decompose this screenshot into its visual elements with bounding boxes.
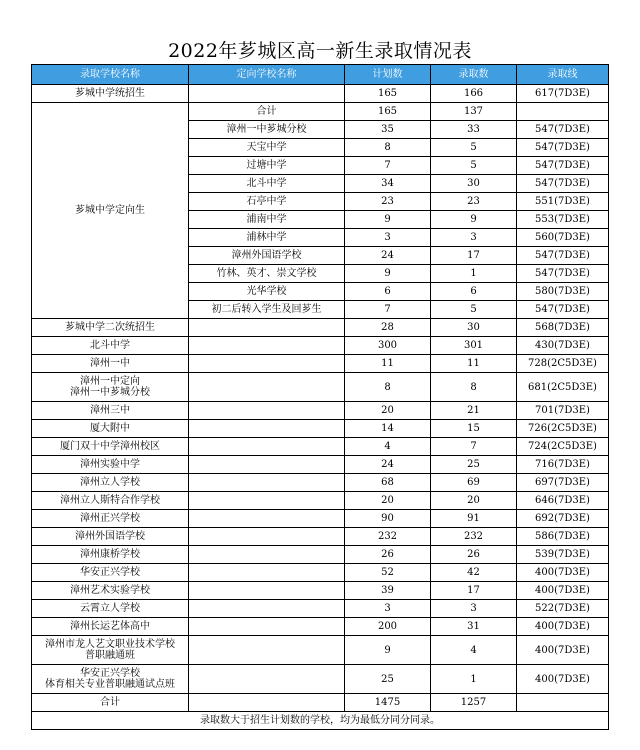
cell-target	[189, 438, 345, 456]
cell-plan: 6	[345, 283, 431, 301]
table-row	[32, 319, 609, 337]
cell-line: 568(7D3E)	[517, 319, 609, 337]
cell-plan: 165	[345, 103, 431, 121]
cell-admit: 8	[431, 373, 517, 402]
cell-target	[189, 402, 345, 420]
header-line: 录取线	[517, 65, 609, 85]
table-row	[32, 582, 609, 600]
cell-admit: 7	[431, 438, 517, 456]
cell-admit: 1	[431, 265, 517, 283]
cell-plan: 20	[345, 402, 431, 420]
cell-target: 光华学校	[189, 283, 345, 301]
cell-admit: 4	[431, 636, 517, 665]
table-row	[32, 564, 609, 582]
cell-admit: 23	[431, 193, 517, 211]
cell-admit: 166	[431, 85, 517, 103]
cell-plan: 39	[345, 582, 431, 600]
cell-target: 过塘中学	[189, 157, 345, 175]
cell-admit: 15	[431, 420, 517, 438]
table-row	[32, 355, 609, 373]
cell-school-line2: 体育相关专业普职融通试点班	[45, 679, 175, 690]
cell-school-line2: 漳州一中芗城分校	[70, 387, 150, 398]
cell-school-line1: 漳州一中定向	[80, 376, 140, 387]
cell-plan: 25	[345, 665, 431, 694]
table-row	[32, 528, 609, 546]
cell-school	[32, 665, 189, 694]
cell-target: 漳州外国语学校	[189, 247, 345, 265]
cell-admit: 301	[431, 337, 517, 355]
cell-admit: 20	[431, 492, 517, 510]
cell-line: 697(7D3E)	[517, 474, 609, 492]
cell-plan: 20	[345, 492, 431, 510]
admission-table	[31, 64, 609, 730]
cell-line: 539(7D3E)	[517, 546, 609, 564]
cell-line: 400(7D3E)	[517, 665, 609, 694]
cell-line: 553(7D3E)	[517, 211, 609, 229]
cell-target	[189, 319, 345, 337]
cell-plan: 26	[345, 546, 431, 564]
header-school: 录取学校名称	[32, 65, 189, 85]
cell-line: 547(7D3E)	[517, 157, 609, 175]
cell-school: 厦大附中	[32, 420, 189, 438]
cell-line: 547(7D3E)	[517, 121, 609, 139]
table-row	[32, 337, 609, 355]
cell-plan: 7	[345, 301, 431, 319]
cell-school	[32, 373, 189, 402]
cell-target	[189, 474, 345, 492]
total-plan: 1475	[345, 694, 431, 712]
cell-target	[189, 665, 345, 694]
total-row	[32, 694, 609, 712]
cell-plan: 68	[345, 474, 431, 492]
cell-plan: 52	[345, 564, 431, 582]
cell-line: 586(7D3E)	[517, 528, 609, 546]
cell-line: 551(7D3E)	[517, 193, 609, 211]
cell-line: 701(7D3E)	[517, 402, 609, 420]
cell-target: 浦南中学	[189, 211, 345, 229]
cell-target	[189, 337, 345, 355]
cell-school: 漳州外国语学校	[32, 528, 189, 546]
cell-plan: 24	[345, 456, 431, 474]
cell-admit: 30	[431, 319, 517, 337]
table-row	[32, 546, 609, 564]
cell-school: 北斗中学	[32, 337, 189, 355]
cell-line: 547(7D3E)	[517, 247, 609, 265]
page-title: 2022年芗城区高一新生录取情况表	[168, 40, 472, 62]
cell-line: 400(7D3E)	[517, 618, 609, 636]
cell-admit: 6	[431, 283, 517, 301]
cell-target: 漳州一中芗城分校	[189, 121, 345, 139]
note-text: 录取数大于招生计划数的学校，均为最低分同分同录。	[32, 712, 609, 730]
cell-school: 华安正兴学校	[32, 564, 189, 582]
cell-line: 724(2C5D3E)	[517, 438, 609, 456]
cell-target	[189, 373, 345, 402]
cell-line: 547(7D3E)	[517, 265, 609, 283]
cell-line: 726(2C5D3E)	[517, 420, 609, 438]
cell-target: 浦林中学	[189, 229, 345, 247]
cell-line: 728(2C5D3E)	[517, 355, 609, 373]
cell-school: 云霄立人学校	[32, 600, 189, 618]
cell-line: 522(7D3E)	[517, 600, 609, 618]
cell-target	[189, 636, 345, 665]
total-line	[517, 694, 609, 712]
cell-school: 漳州康桥学校	[32, 546, 189, 564]
table-row	[32, 402, 609, 420]
total-admit: 1257	[431, 694, 517, 712]
cell-plan: 8	[345, 373, 431, 402]
cell-line: 400(7D3E)	[517, 564, 609, 582]
cell-admit: 3	[431, 600, 517, 618]
cell-admit: 9	[431, 211, 517, 229]
cell-target	[189, 600, 345, 618]
table-row	[32, 373, 609, 402]
cell-school-line2: 普职融通班	[85, 650, 135, 661]
cell-admit: 3	[431, 229, 517, 247]
cell-admit: 17	[431, 582, 517, 600]
cell-plan: 9	[345, 636, 431, 665]
cell-line: 560(7D3E)	[517, 229, 609, 247]
table-row	[32, 474, 609, 492]
cell-plan: 35	[345, 121, 431, 139]
cell-target	[189, 582, 345, 600]
cell-admit: 1	[431, 665, 517, 694]
cell-admit: 42	[431, 564, 517, 582]
cell-plan: 232	[345, 528, 431, 546]
cell-line	[517, 103, 609, 121]
cell-line: 692(7D3E)	[517, 510, 609, 528]
cell-plan: 165	[345, 85, 431, 103]
table-row	[32, 420, 609, 438]
cell-line: 430(7D3E)	[517, 337, 609, 355]
cell-line: 547(7D3E)	[517, 301, 609, 319]
cell-line: 646(7D3E)	[517, 492, 609, 510]
cell-plan: 200	[345, 618, 431, 636]
cell-admit: 17	[431, 247, 517, 265]
cell-admit: 5	[431, 139, 517, 157]
cell-school: 芗城中学统招生	[32, 85, 189, 103]
cell-target	[189, 564, 345, 582]
cell-target: 石亭中学	[189, 193, 345, 211]
cell-school: 芗城中学二次统招生	[32, 319, 189, 337]
header-target-school: 定向学校名称	[189, 65, 345, 85]
cell-school: 漳州立人斯特合作学校	[32, 492, 189, 510]
cell-school: 漳州一中	[32, 355, 189, 373]
cell-plan: 28	[345, 319, 431, 337]
cell-school	[32, 636, 189, 665]
table-row	[32, 492, 609, 510]
cell-plan: 8	[345, 139, 431, 157]
cell-admit: 11	[431, 355, 517, 373]
cell-target	[189, 355, 345, 373]
cell-admit: 69	[431, 474, 517, 492]
cell-plan: 3	[345, 600, 431, 618]
cell-plan: 7	[345, 157, 431, 175]
cell-school: 漳州长运艺体高中	[32, 618, 189, 636]
cell-school: 漳州艺术实验学校	[32, 582, 189, 600]
cell-target: 合计	[189, 103, 345, 121]
cell-admit: 25	[431, 456, 517, 474]
cell-plan: 3	[345, 229, 431, 247]
cell-school: 漳州实验中学	[32, 456, 189, 474]
cell-plan: 24	[345, 247, 431, 265]
table-row	[32, 636, 609, 665]
table-row	[32, 665, 609, 694]
cell-school: 漳州正兴学校	[32, 510, 189, 528]
table-header-row	[32, 65, 609, 85]
table-row	[32, 600, 609, 618]
cell-admit: 21	[431, 402, 517, 420]
cell-line: 716(7D3E)	[517, 456, 609, 474]
header-plan: 计划数	[345, 65, 431, 85]
cell-plan: 9	[345, 265, 431, 283]
cell-school: 厦门双十中学漳州校区	[32, 438, 189, 456]
cell-admit: 26	[431, 546, 517, 564]
table-row	[32, 510, 609, 528]
table-row	[32, 618, 609, 636]
cell-admit: 33	[431, 121, 517, 139]
table-row	[32, 438, 609, 456]
cell-plan: 11	[345, 355, 431, 373]
table-row	[32, 456, 609, 474]
cell-line: 580(7D3E)	[517, 283, 609, 301]
table-row	[32, 103, 609, 121]
cell-school-merged: 芗城中学定向生	[32, 103, 189, 319]
cell-plan: 90	[345, 510, 431, 528]
cell-line: 681(2C5D3E)	[517, 373, 609, 402]
cell-admit: 31	[431, 618, 517, 636]
cell-target	[189, 528, 345, 546]
total-label: 合计	[32, 694, 189, 712]
cell-target: 竹林、英才、崇文学校	[189, 265, 345, 283]
table-row	[32, 85, 609, 103]
total-empty	[189, 694, 345, 712]
cell-target	[189, 456, 345, 474]
cell-admit: 30	[431, 175, 517, 193]
cell-target: 北斗中学	[189, 175, 345, 193]
cell-target	[189, 510, 345, 528]
cell-line: 547(7D3E)	[517, 175, 609, 193]
cell-line: 617(7D3E)	[517, 85, 609, 103]
cell-target	[189, 492, 345, 510]
cell-target	[189, 618, 345, 636]
cell-target	[189, 85, 345, 103]
cell-school: 漳州三中	[32, 402, 189, 420]
cell-school-line1: 漳州市龙人艺文职业技术学校	[45, 639, 175, 650]
note-row	[32, 712, 609, 730]
cell-line: 547(7D3E)	[517, 139, 609, 157]
cell-target: 天宝中学	[189, 139, 345, 157]
cell-admit: 5	[431, 301, 517, 319]
cell-plan: 23	[345, 193, 431, 211]
cell-admit: 232	[431, 528, 517, 546]
cell-plan: 300	[345, 337, 431, 355]
cell-admit: 137	[431, 103, 517, 121]
cell-plan: 4	[345, 438, 431, 456]
cell-target	[189, 546, 345, 564]
cell-school: 漳州立人学校	[32, 474, 189, 492]
cell-admit: 91	[431, 510, 517, 528]
cell-target	[189, 420, 345, 438]
cell-school-line1: 华安正兴学校	[80, 668, 140, 679]
cell-line: 400(7D3E)	[517, 582, 609, 600]
cell-plan: 34	[345, 175, 431, 193]
cell-admit: 5	[431, 157, 517, 175]
cell-target: 初二后转入学生及回芗生	[189, 301, 345, 319]
cell-line: 400(7D3E)	[517, 636, 609, 665]
header-admit: 录取数	[431, 65, 517, 85]
cell-plan: 9	[345, 211, 431, 229]
cell-plan: 14	[345, 420, 431, 438]
